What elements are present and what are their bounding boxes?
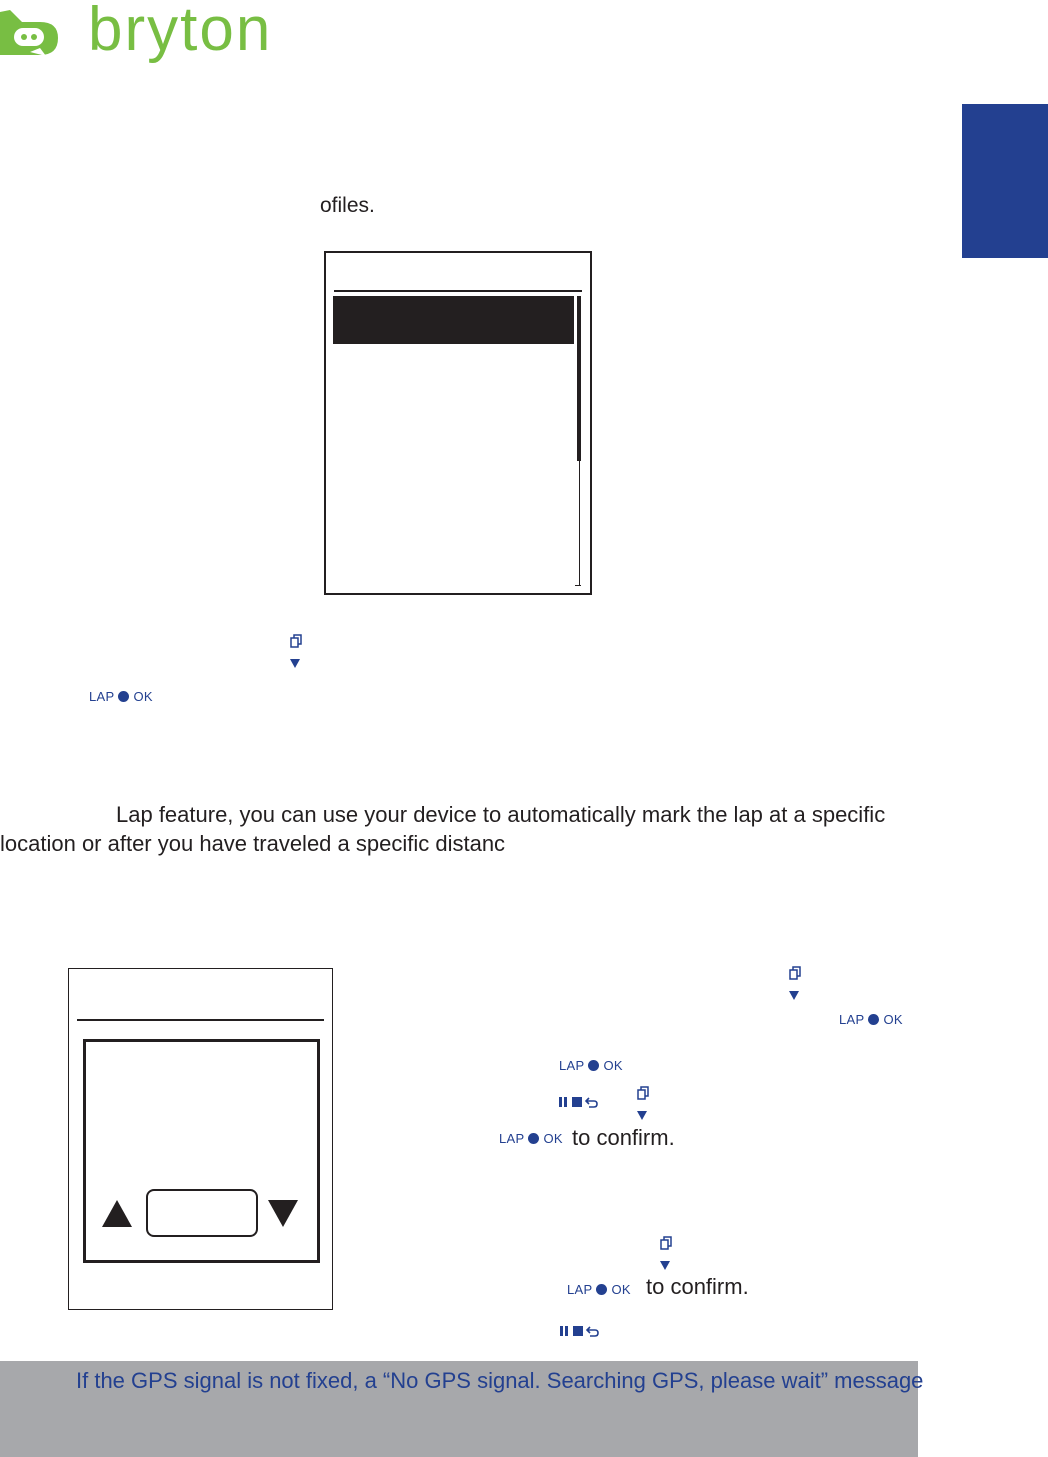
page-icon — [290, 634, 302, 648]
autolap-description-line1: Lap feature, you can use your device to automatically mark the lap at a specific — [116, 802, 886, 827]
chapter-side-tab — [962, 104, 1048, 258]
lap-ok-button-label: LAP OK — [499, 1131, 563, 1146]
confirm-text: to confirm. — [572, 1125, 675, 1150]
page-down-icon — [660, 1236, 672, 1268]
increase-arrow-icon[interactable] — [268, 1200, 298, 1227]
down-arrow-icon — [789, 991, 799, 1000]
lap-ok-button-label: LAP OK — [559, 1058, 623, 1073]
note-box — [0, 1361, 924, 1457]
intro-text: ofiles. — [320, 194, 375, 217]
page-icon — [637, 1086, 649, 1100]
brand-name: bryton — [88, 0, 273, 64]
down-arrow-icon — [637, 1111, 647, 1120]
value-input-box[interactable] — [146, 1189, 258, 1237]
note-text: If the GPS signal is not fixed, a “No GPS signal. Searching GPS, please wait” message — [76, 1368, 924, 1393]
screen-divider — [334, 290, 582, 292]
down-arrow-icon — [290, 659, 300, 668]
selected-list-item[interactable] — [333, 296, 574, 344]
back-arrow-icon — [585, 1096, 599, 1108]
page-icon — [789, 966, 801, 980]
lap-ok-button-label: LAP OK — [839, 1012, 903, 1027]
screen-divider — [77, 1019, 324, 1021]
autolap-description-line2: location or after you have traveled a specific distanc — [0, 831, 506, 856]
scrollbar-thumb[interactable] — [577, 296, 581, 461]
page-down-icon — [290, 634, 302, 666]
confirm-text: to confirm. — [646, 1274, 749, 1299]
scrollbar-end — [575, 585, 581, 586]
down-arrow-icon — [660, 1261, 670, 1270]
lap-ok-button-label: LAP OK — [567, 1282, 631, 1297]
pause-stop-back-icon — [560, 1325, 600, 1337]
lap-ok-dot-icon — [588, 1060, 599, 1071]
page-icon — [660, 1236, 672, 1250]
lap-ok-dot-icon — [118, 691, 129, 702]
lap-ok-dot-icon — [528, 1133, 539, 1144]
page-down-icon — [637, 1086, 649, 1118]
lap-ok-button-label: LAP OK — [89, 689, 153, 704]
page-down-icon — [789, 966, 801, 998]
lap-ok-dot-icon — [868, 1014, 879, 1025]
bryton-logo — [0, 0, 290, 70]
back-arrow-icon — [586, 1325, 600, 1337]
device-screen-distance — [68, 968, 333, 1310]
lap-ok-dot-icon — [596, 1284, 607, 1295]
decrease-arrow-icon[interactable] — [102, 1200, 132, 1227]
value-dialog — [83, 1039, 320, 1263]
device-screen-profiles — [324, 251, 592, 595]
pause-stop-back-icon — [559, 1096, 599, 1108]
